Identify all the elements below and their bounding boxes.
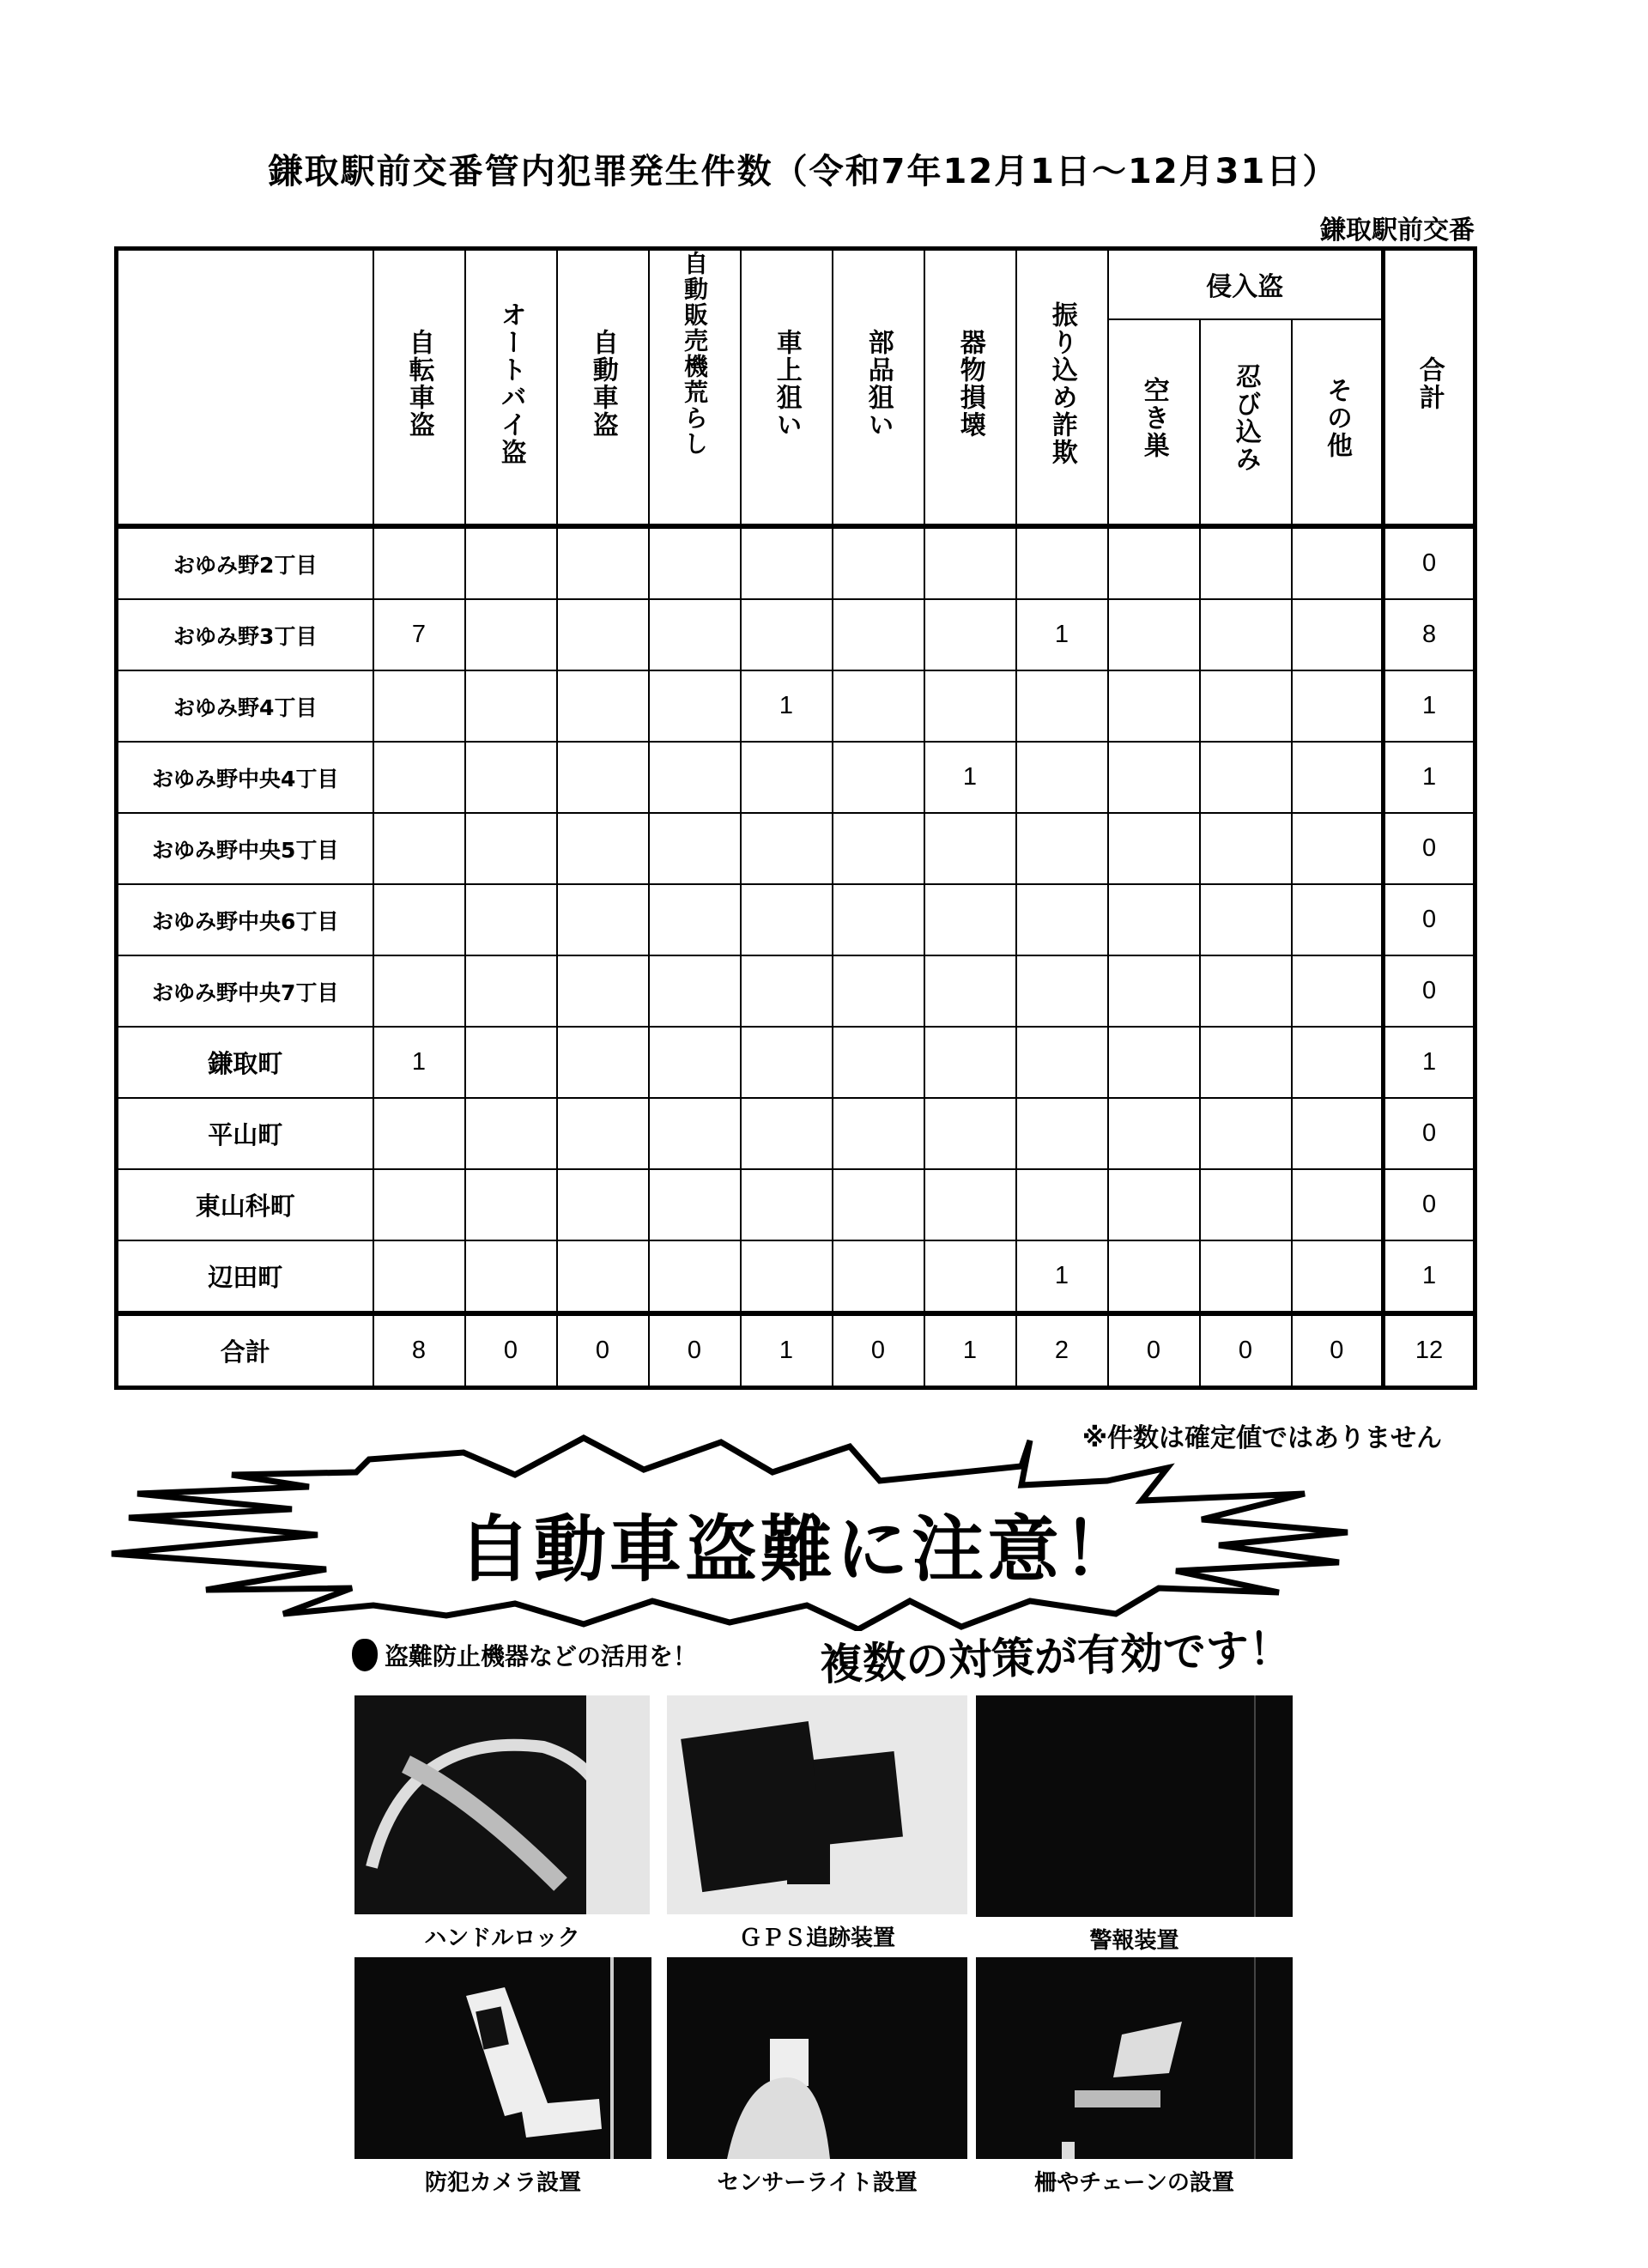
count-cell	[557, 526, 649, 599]
grand-total: 12	[1384, 1313, 1475, 1388]
count-cell	[924, 1098, 1016, 1169]
table-row	[117, 599, 1475, 670]
row-total-cell: 0	[1384, 1098, 1475, 1169]
count-cell	[741, 884, 833, 955]
count-cell	[833, 955, 924, 1027]
count-cell	[465, 1169, 557, 1240]
count-cell	[649, 1240, 741, 1313]
table-row	[117, 742, 1475, 813]
count-cell	[1200, 526, 1292, 599]
count-cell	[465, 526, 557, 599]
total-cell: 0	[833, 1313, 924, 1388]
count-cell	[373, 670, 465, 742]
subtitle-left: 盗難防止機器などの活用を！	[352, 1638, 697, 1672]
count-cell	[924, 670, 1016, 742]
security-camera-icon	[354, 1957, 651, 2159]
count-cell	[1292, 955, 1384, 1027]
count-cell	[741, 1240, 833, 1313]
count-cell	[649, 599, 741, 670]
header-corner	[117, 249, 373, 527]
count-cell	[465, 955, 557, 1027]
count-cell	[373, 526, 465, 599]
count-cell	[557, 813, 649, 884]
count-cell	[1292, 526, 1384, 599]
count-cell	[557, 955, 649, 1027]
count-cell	[833, 1240, 924, 1313]
disclaimer-note: ※件数は確定値ではありません	[1082, 1423, 1442, 1453]
count-cell	[1108, 526, 1200, 599]
header-total: 合計	[1384, 249, 1475, 527]
station-name: 鎌取駅前交番	[1320, 215, 1475, 246]
table-row	[117, 1098, 1475, 1169]
count-cell	[1200, 884, 1292, 955]
row-area-label: おゆみ野中央7丁目	[117, 955, 373, 1027]
row-total-cell: 0	[1384, 526, 1475, 599]
header-burglary-vacant: 空き巣	[1108, 319, 1200, 527]
count-cell	[373, 955, 465, 1027]
count-cell	[373, 813, 465, 884]
crime-stats-table	[114, 246, 1477, 1390]
table-row	[117, 813, 1475, 884]
count-cell	[1108, 884, 1200, 955]
count-cell	[1200, 599, 1292, 670]
total-cell: 0	[557, 1313, 649, 1388]
count-cell	[833, 884, 924, 955]
count-cell: 1	[741, 670, 833, 742]
count-cell	[649, 884, 741, 955]
table-row	[117, 884, 1475, 955]
count-cell	[833, 670, 924, 742]
photo-caption: ハンドルロック	[424, 1925, 580, 1951]
count-cell	[1108, 1098, 1200, 1169]
sensor-light-icon	[667, 1957, 967, 2159]
count-cell	[373, 1169, 465, 1240]
count-cell	[924, 813, 1016, 884]
total-cell: 0	[649, 1313, 741, 1388]
count-cell	[741, 742, 833, 813]
total-cell: 0	[465, 1313, 557, 1388]
steering-lock-photo	[354, 1695, 650, 1914]
count-cell	[741, 1098, 833, 1169]
count-cell	[924, 599, 1016, 670]
count-cell	[1292, 670, 1384, 742]
count-cell: 1	[1016, 599, 1108, 670]
table-row	[117, 526, 1475, 599]
photo-caption: センサーライト設置	[717, 2170, 918, 2196]
gps-tracker-photo	[667, 1695, 967, 1914]
count-cell	[1200, 955, 1292, 1027]
count-cell	[1292, 884, 1384, 955]
row-area-label: おゆみ野中央6丁目	[117, 884, 373, 955]
count-cell	[924, 884, 1016, 955]
photo-caption: ＧＰＳ追跡装置	[738, 1925, 895, 1951]
count-cell	[924, 1169, 1016, 1240]
count-cell	[1292, 1240, 1384, 1313]
row-area-label: おゆみ野2丁目	[117, 526, 373, 599]
count-cell	[741, 955, 833, 1027]
row-total-cell: 1	[1384, 1027, 1475, 1098]
table-row	[117, 1240, 1475, 1313]
count-cell	[465, 1098, 557, 1169]
header-burglary-group: 侵入盗	[1108, 249, 1384, 319]
photo-caption: 柵やチェーンの設置	[1034, 2170, 1234, 2196]
count-cell	[833, 813, 924, 884]
row-total-cell: 1	[1384, 742, 1475, 813]
count-cell	[465, 884, 557, 955]
subtitle-right: 複数の対策が有効です！	[819, 1623, 1293, 1690]
count-cell	[649, 526, 741, 599]
count-cell	[741, 1169, 833, 1240]
count-cell	[373, 742, 465, 813]
table-body	[117, 526, 1475, 1313]
page-title: 鎌取駅前交番管内犯罪発生件数（令和7年12月1日～12月31日）	[268, 152, 1339, 191]
header-bicycle: 自転車盗	[373, 249, 465, 527]
count-cell	[833, 1027, 924, 1098]
count-cell	[557, 599, 649, 670]
row-total-cell: 0	[1384, 884, 1475, 955]
row-area-label: おゆみ野4丁目	[117, 670, 373, 742]
count-cell	[1108, 1240, 1200, 1313]
count-cell: 1	[373, 1027, 465, 1098]
count-cell	[1200, 1240, 1292, 1313]
total-cell: 1	[924, 1313, 1016, 1388]
header-vending: 自動販売機荒らし	[649, 249, 741, 527]
count-cell	[741, 599, 833, 670]
header-motorcycle: オートバイ盗	[465, 249, 557, 527]
count-cell	[1200, 813, 1292, 884]
row-area-label: おゆみ野3丁目	[117, 599, 373, 670]
header-car: 自動車盗	[557, 249, 649, 527]
alarm-device-photo	[976, 1695, 1293, 1917]
security-camera-photo	[354, 1957, 651, 2159]
total-cell: 0	[1292, 1313, 1384, 1388]
count-cell	[373, 884, 465, 955]
count-cell	[1200, 670, 1292, 742]
count-cell	[649, 1169, 741, 1240]
count-cell	[373, 1098, 465, 1169]
row-total-cell: 0	[1384, 1169, 1475, 1240]
sensor-light-photo	[667, 1957, 967, 2159]
count-cell	[1292, 813, 1384, 884]
row-area-label: 鎌取町	[117, 1027, 373, 1098]
header-burglary-other: その他	[1292, 319, 1384, 527]
table-row	[117, 955, 1475, 1027]
row-total-cell: 1	[1384, 1240, 1475, 1313]
header-parts: 部品狙い	[833, 249, 924, 527]
count-cell	[465, 1240, 557, 1313]
count-cell	[1016, 955, 1108, 1027]
count-cell	[649, 955, 741, 1027]
count-cell	[465, 742, 557, 813]
header-burglary-sneak: 忍び込み	[1200, 319, 1292, 527]
totals-label: 合計	[117, 1313, 373, 1388]
count-cell	[1016, 1027, 1108, 1098]
count-cell	[741, 813, 833, 884]
header-fraud: 振り込め詐欺	[1016, 249, 1108, 527]
row-area-label: 平山町	[117, 1098, 373, 1169]
header-car-break-in: 車上狙い	[741, 249, 833, 527]
count-cell	[649, 813, 741, 884]
count-cell	[924, 526, 1016, 599]
count-cell	[741, 526, 833, 599]
count-cell	[1200, 1027, 1292, 1098]
count-cell	[557, 884, 649, 955]
count-cell	[557, 742, 649, 813]
count-cell: 1	[1016, 1240, 1108, 1313]
bullet-icon	[352, 1639, 378, 1671]
photo-caption: 防犯カメラ設置	[424, 2170, 581, 2196]
count-cell	[833, 1098, 924, 1169]
count-cell	[1292, 1098, 1384, 1169]
table-row	[117, 1169, 1475, 1240]
count-cell	[649, 1098, 741, 1169]
total-cell: 0	[1200, 1313, 1292, 1388]
count-cell	[373, 1240, 465, 1313]
total-cell: 1	[741, 1313, 833, 1388]
count-cell	[557, 1240, 649, 1313]
row-total-cell: 0	[1384, 955, 1475, 1027]
count-cell	[1108, 955, 1200, 1027]
fence-chain-photo	[976, 1957, 1293, 2159]
count-cell	[649, 670, 741, 742]
count-cell	[1016, 1169, 1108, 1240]
total-cell: 2	[1016, 1313, 1108, 1388]
count-cell	[833, 526, 924, 599]
count-cell	[1108, 599, 1200, 670]
count-cell	[649, 1027, 741, 1098]
count-cell	[1292, 599, 1384, 670]
table-row	[117, 670, 1475, 742]
count-cell	[465, 1027, 557, 1098]
row-total-cell: 0	[1384, 813, 1475, 884]
count-cell	[1108, 813, 1200, 884]
count-cell	[924, 1240, 1016, 1313]
row-area-label: おゆみ野中央4丁目	[117, 742, 373, 813]
count-cell	[465, 599, 557, 670]
count-cell	[557, 1169, 649, 1240]
count-cell	[1016, 742, 1108, 813]
fence-chain-icon	[976, 1957, 1293, 2159]
count-cell	[1016, 526, 1108, 599]
total-cell: 8	[373, 1313, 465, 1388]
totals-row	[117, 1313, 1475, 1388]
count-cell	[1200, 742, 1292, 813]
count-cell	[465, 670, 557, 742]
count-cell	[833, 1169, 924, 1240]
count-cell	[1016, 813, 1108, 884]
row-area-label: おゆみ野中央5丁目	[117, 813, 373, 884]
count-cell	[465, 813, 557, 884]
count-cell	[1200, 1098, 1292, 1169]
count-cell: 7	[373, 599, 465, 670]
alarm-device-icon	[976, 1695, 1293, 1917]
count-cell	[1108, 1027, 1200, 1098]
header-row	[117, 249, 1475, 319]
count-cell	[1292, 1169, 1384, 1240]
count-cell	[1292, 742, 1384, 813]
count-cell	[649, 742, 741, 813]
count-cell	[1108, 1169, 1200, 1240]
count-cell	[1016, 884, 1108, 955]
count-cell	[1200, 1169, 1292, 1240]
row-total-cell: 8	[1384, 599, 1475, 670]
row-area-label: 東山科町	[117, 1169, 373, 1240]
count-cell: 1	[924, 742, 1016, 813]
count-cell	[833, 742, 924, 813]
warning-banner: 自動車盗難に注意！	[457, 1507, 1138, 1592]
count-cell	[557, 1098, 649, 1169]
table-row	[117, 1027, 1475, 1098]
total-cell: 0	[1108, 1313, 1200, 1388]
count-cell	[1016, 670, 1108, 742]
steering-lock-icon	[354, 1695, 650, 1914]
count-cell	[1292, 1027, 1384, 1098]
row-area-label: 辺田町	[117, 1240, 373, 1313]
row-total-cell: 1	[1384, 670, 1475, 742]
count-cell	[924, 1027, 1016, 1098]
count-cell	[741, 1027, 833, 1098]
count-cell	[557, 1027, 649, 1098]
count-cell	[557, 670, 649, 742]
photo-caption: 警報装置	[1089, 1928, 1179, 1954]
count-cell	[1016, 1098, 1108, 1169]
count-cell	[1108, 670, 1200, 742]
count-cell	[1108, 742, 1200, 813]
count-cell	[833, 599, 924, 670]
gps-tracker-icon	[667, 1695, 967, 1914]
header-vandalism: 器物損壊	[924, 249, 1016, 527]
count-cell	[924, 955, 1016, 1027]
